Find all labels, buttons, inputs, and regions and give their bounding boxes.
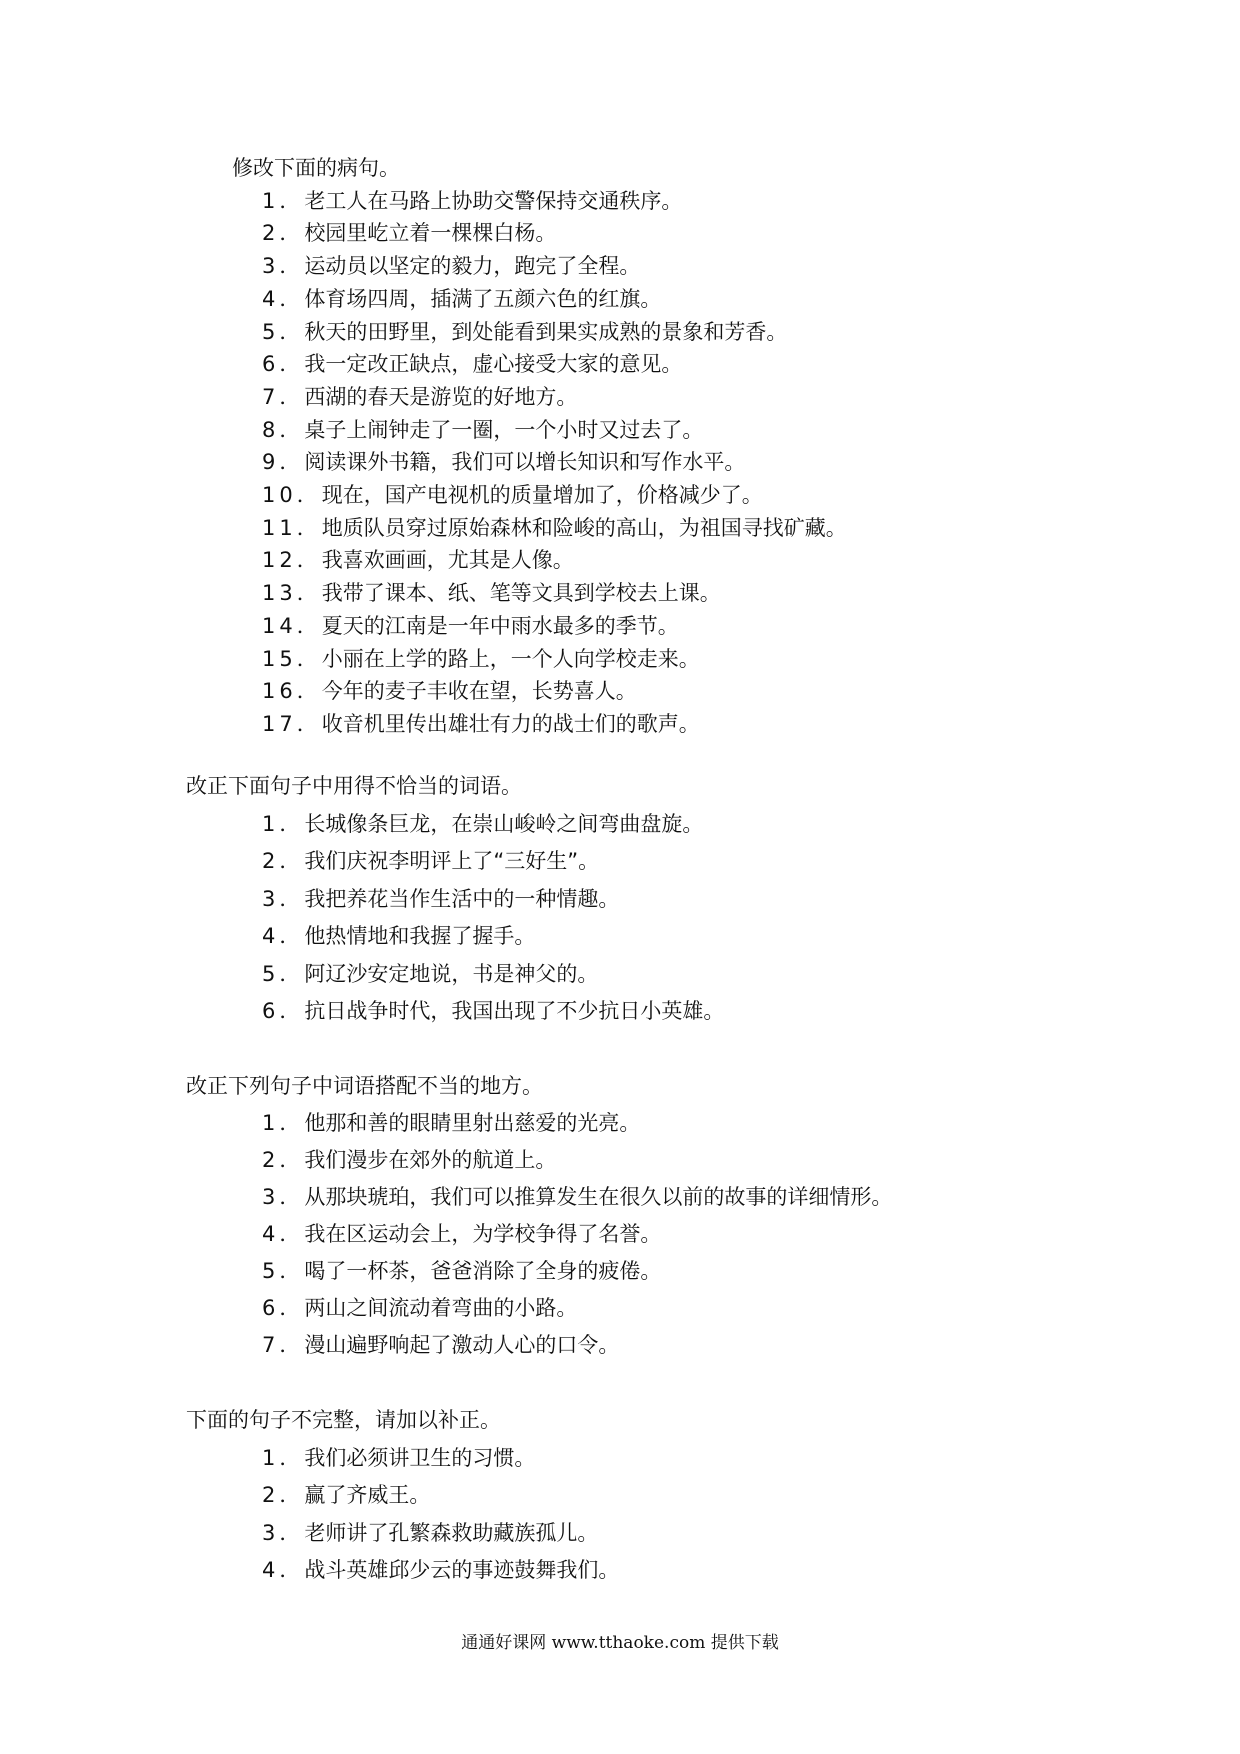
item-text: 我们必须讲卫生的习惯。 (304, 1445, 536, 1470)
item-text: 校园里屹立着一棵棵白杨。 (304, 221, 557, 246)
item-number: 8． (262, 417, 305, 442)
item-number: 1． (262, 1445, 305, 1470)
item-text: 喝了一杯茶，爸爸消除了全身的疲倦。 (304, 1259, 662, 1283)
list-item (262, 283, 661, 315)
list-item (262, 610, 679, 642)
item-text: 两山之间流动着弯曲的小路。 (304, 1296, 578, 1320)
item-text: 桌子上闹钟走了一圈，一个小时又过去了。 (304, 417, 704, 442)
item-text: 我们庆祝李明评上了“三好生”。 (304, 849, 600, 873)
list-item (262, 675, 637, 707)
item-text: 西湖的春天是游览的好地方。 (304, 384, 578, 409)
item-text: 抗日战争时代，我国出现了不少抗日小英雄。 (304, 999, 725, 1023)
item-text: 长城像条巨龙，在崇山峻岭之间弯曲盘旋。 (304, 811, 704, 836)
list-item (262, 1255, 661, 1287)
item-text: 秋天的田野里，到处能看到果实成熟的景象和芳香。 (304, 319, 788, 344)
item-number: 1． (262, 811, 305, 836)
list-item (262, 250, 640, 282)
list-item (262, 845, 599, 877)
list-item (262, 643, 700, 675)
list-item (262, 883, 619, 915)
list-item (262, 1218, 661, 1250)
item-text: 老工人在马路上协助交警保持交通秩序。 (304, 188, 683, 213)
item-number: 5． (262, 1259, 305, 1283)
list-item (262, 414, 703, 446)
list-item (262, 348, 682, 380)
item-text: 阿辽沙安定地说，书是神父的。 (304, 961, 599, 986)
list-item (262, 544, 574, 576)
item-number: 7． (262, 384, 305, 409)
item-number: 10． (262, 483, 322, 507)
list-item (262, 1442, 535, 1474)
item-number: 7． (262, 1333, 305, 1357)
item-text: 他热情地和我握了握手。 (304, 924, 536, 948)
list-item (262, 1107, 640, 1139)
item-number: 5． (262, 961, 305, 986)
item-text: 我喜欢画画，尤其是人像。 (321, 548, 574, 573)
section-title: 改正下列句子中词语搭配不当的地方。 (186, 1074, 543, 1098)
item-text: 我把养花当作生活中的一种情趣。 (304, 886, 620, 911)
item-text: 从那块琥珀，我们可以推算发生在很久以前的故事的详细情形。 (304, 1185, 893, 1209)
list-item (262, 446, 745, 478)
item-number: 4． (262, 1558, 305, 1582)
list-item (262, 1517, 598, 1549)
item-text: 战斗英雄邱少云的事迹鼓舞我们。 (304, 1558, 620, 1582)
item-text: 漫山遍野响起了激动人心的口令。 (304, 1333, 620, 1357)
item-number: 16． (262, 679, 322, 704)
list-item (262, 577, 721, 609)
item-text: 现在，国产电视机的质量增加了，价格减少了。 (321, 483, 763, 507)
list-item (262, 995, 724, 1027)
item-number: 14． (262, 613, 322, 638)
list-item (262, 1144, 556, 1176)
item-text: 我一定改正缺点，虚心接受大家的意见。 (304, 352, 683, 377)
item-number: 1． (262, 1111, 305, 1135)
item-number: 4． (262, 924, 305, 948)
item-number: 3． (262, 254, 305, 279)
section-title: 修改下面的病句。 (232, 156, 400, 180)
item-number: 5． (262, 319, 305, 344)
item-number: 3． (262, 1185, 305, 1209)
item-number: 12． (262, 548, 322, 573)
item-text: 我在区运动会上，为学校争得了名誉。 (304, 1222, 662, 1246)
item-number: 17． (262, 711, 322, 736)
item-number: 2． (262, 1483, 305, 1507)
item-text: 他那和善的眼睛里射出慈爱的光亮。 (304, 1111, 641, 1135)
list-item (262, 808, 703, 840)
item-number: 13． (262, 581, 322, 606)
item-text: 阅读课外书籍，我们可以增长知识和写作水平。 (304, 450, 746, 475)
item-text: 体育场四周，插满了五颜六色的红旗。 (304, 286, 662, 311)
item-number: 4． (262, 286, 305, 311)
item-text: 我带了课本、纸、笔等文具到学校去上课。 (321, 581, 721, 606)
item-number: 2． (262, 221, 305, 246)
item-text: 今年的麦子丰收在望，长势喜人。 (321, 679, 637, 704)
item-number: 6． (262, 1296, 305, 1320)
list-item (262, 1181, 892, 1213)
item-text: 老师讲了孔繁森救助藏族孤儿。 (304, 1520, 599, 1545)
item-text: 赢了齐威王。 (304, 1483, 431, 1507)
list-item (262, 381, 577, 413)
item-number: 15． (262, 646, 322, 671)
item-text: 运动员以坚定的毅力，跑完了全程。 (304, 254, 641, 279)
item-text: 收音机里传出雄壮有力的战士们的歌声。 (321, 711, 700, 736)
list-item (262, 316, 787, 348)
list-item (262, 958, 598, 990)
item-number: 11． (262, 515, 322, 540)
item-number: 4． (262, 1222, 305, 1246)
item-number: 6． (262, 352, 305, 377)
item-number: 3． (262, 886, 305, 911)
item-number: 6． (262, 999, 305, 1023)
list-item (262, 512, 847, 544)
item-number: 2． (262, 849, 305, 873)
section-title: 下面的句子不完整，请加以补正。 (186, 1408, 501, 1432)
list-item (262, 185, 682, 217)
section-title: 改正下面句子中用得不恰当的词语。 (186, 774, 522, 798)
item-text: 小丽在上学的路上，一个人向学校走来。 (321, 646, 700, 671)
list-item (262, 1329, 619, 1361)
item-text: 地质队员穿过原始森林和险峻的高山，为祖国寻找矿藏。 (321, 515, 847, 540)
item-number: 2． (262, 1148, 305, 1172)
list-item (262, 1554, 619, 1586)
item-number: 1． (262, 188, 305, 213)
list-item (262, 1479, 430, 1511)
item-text: 我们漫步在郊外的航道上。 (304, 1148, 557, 1172)
item-text: 夏天的江南是一年中雨水最多的季节。 (321, 613, 679, 638)
list-item (262, 1292, 577, 1324)
item-number: 9． (262, 450, 305, 475)
list-item (262, 920, 535, 952)
item-number: 3． (262, 1520, 305, 1545)
list-item (262, 479, 763, 511)
list-item (262, 217, 556, 249)
list-item (262, 708, 700, 740)
footer-credit: 通通好课网 www.tthaoke.com 提供下载 (461, 1633, 779, 1653)
